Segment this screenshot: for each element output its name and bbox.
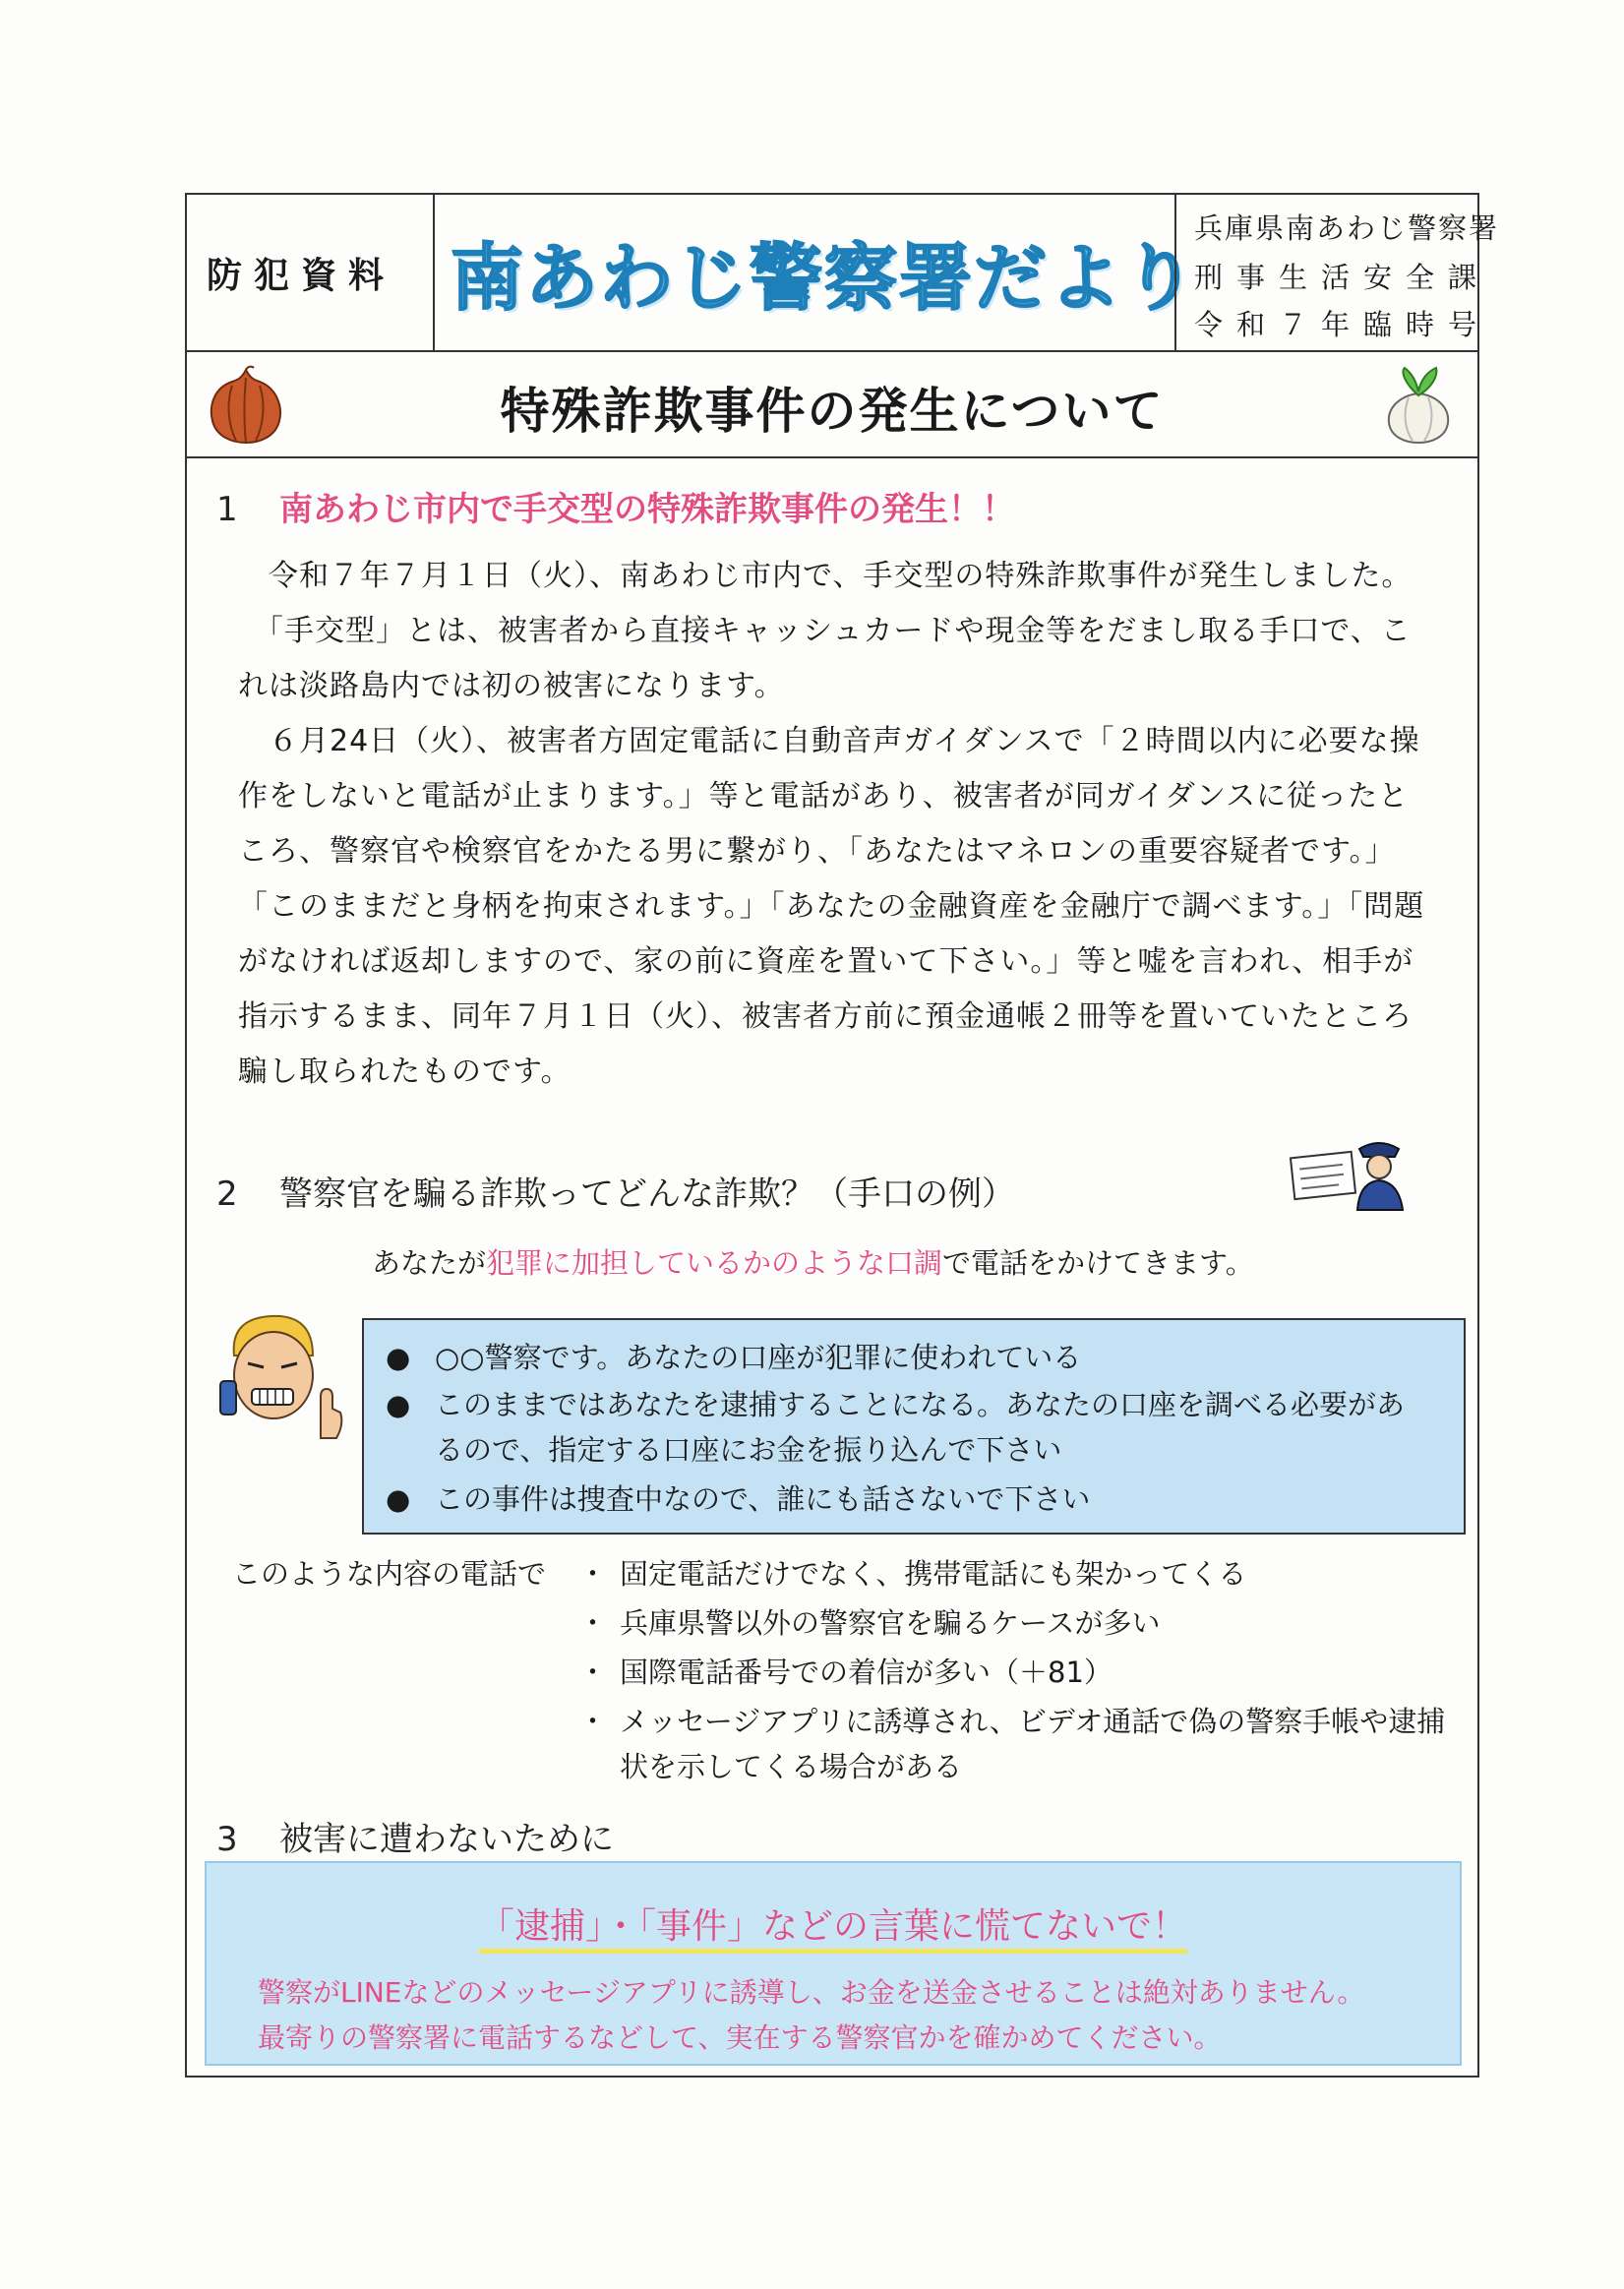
body-line: れは淡路島内では初の被害になります。 — [238, 669, 785, 703]
scam-phrase-text: このままではあなたを逮捕することになる。あなたの口座を調べる必要があ — [435, 1388, 1406, 1421]
section-1-heading — [216, 482, 1015, 530]
note-text: 固定電話だけでなく、携帯電話にも架かってくる — [620, 1557, 1247, 1591]
note-dot: ・ — [578, 1656, 608, 1689]
note-text: メッセージアプリに誘導され、ビデオ通話で偽の警察手帳や逮捕 — [620, 1705, 1446, 1738]
bullet: ● — [386, 1482, 411, 1516]
body-line: ６月24日（火）、被害者方固定電話に自動音声ガイダンスで「２時間以内に必要な操 — [238, 724, 1420, 758]
note-item — [578, 1601, 1161, 1642]
section-3-heading — [216, 1812, 614, 1860]
scam-phrase-box — [362, 1318, 1466, 1535]
body-line: 騙し取られたものです。 — [238, 1054, 571, 1089]
issuer-station: 兵庫県南あわじ警察署 — [1194, 211, 1500, 245]
advice-line: 警察がLINEなどのメッセージアプリに誘導し、お金を送金させることは絶対ありません。 — [258, 1976, 1365, 2009]
issue-number: 令和７年臨時号 — [1194, 308, 1491, 341]
body-line: ころ、警察官や検察官をかたる男に繋がり、「あなたはマネロンの重要容疑者です。」 — [238, 834, 1396, 869]
note-text: 国際電話番号での着信が多い（＋81） — [620, 1656, 1113, 1689]
onion-icon — [1375, 364, 1462, 447]
newsletter-title: 南あわじ警察署だより — [451, 236, 1198, 321]
police-officer-icon — [1289, 1137, 1413, 1212]
notes-lead: このような内容の電話で — [232, 1557, 547, 1591]
section-number: 1 — [216, 490, 238, 529]
advice-box — [205, 1861, 1462, 2066]
section-title: 警察官を騙る詐欺ってどんな詐欺？（手口の例） — [279, 1175, 1015, 1214]
note-item — [578, 1552, 1246, 1593]
headline: 特殊詐欺事件の発生について — [500, 383, 1165, 440]
newsletter-frame — [185, 193, 1500, 2078]
section-title: 被害に遭わないために — [279, 1820, 614, 1859]
body-line: 「このままだと身柄を拘束されます。」「あなたの金融資産を金融庁で調べます。」「問題 — [238, 889, 1425, 924]
lead-highlight: 犯罪に加担しているかのような口調 — [486, 1246, 943, 1280]
body-line: 令和７年７月１日（火）、南あわじ市内で、手交型の特殊詐欺事件が発生しました。 — [238, 559, 1413, 593]
note-dot: ・ — [578, 1557, 608, 1591]
note-text: 兵庫県警以外の警察官を騙るケースが多い — [620, 1606, 1161, 1640]
body-line: 指示するまま、同年７月１日（火）、被害者方前に預金通帳２冊等を置いていたところ — [238, 999, 1413, 1034]
body-line: 「手交型」とは、被害者から直接キャッシュカードや現金等をだまし取る手口で、こ — [238, 614, 1412, 648]
scam-phrase-item — [386, 1383, 1405, 1423]
issuer-department: 刑事生活安全課 — [1194, 261, 1491, 294]
body-line: 作をしないと電話が止まります。」等と電話があり、被害者が同ガイダンスに従ったと — [238, 779, 1410, 813]
scam-phrase-item — [386, 1336, 1081, 1376]
section-2-heading — [216, 1167, 1015, 1215]
bullet: ● — [386, 1388, 411, 1421]
masthead-label-box — [187, 195, 435, 350]
scam-phrase-continuation: るので、指定する口座にお金を振り込んで下さい — [435, 1433, 1062, 1467]
lead-text: で電話をかけてきます。 — [942, 1246, 1254, 1280]
scam-phrase-text: この事件は捜査中なので、誰にも話さないで下さい — [435, 1482, 1091, 1516]
lead-text: あなたが — [372, 1246, 487, 1280]
note-item — [578, 1651, 1113, 1691]
section-2-lead — [372, 1241, 1254, 1282]
section-number: 3 — [216, 1820, 238, 1859]
note-dot: ・ — [578, 1606, 608, 1640]
bullet: ● — [386, 1341, 411, 1374]
document-type-label: 防犯資料 — [207, 256, 396, 296]
caller-man-icon — [211, 1306, 348, 1444]
note-dot: ・ — [578, 1705, 608, 1738]
section-title: 南あわじ市内で手交型の特殊詐欺事件の発生！！ — [279, 490, 1015, 529]
headline-bar — [187, 350, 1477, 458]
body-line: がなければ返却しますので、家の前に資産を置いて下さい。」等と嘘を言われ、相手が — [238, 944, 1414, 979]
scam-phrase-item — [386, 1477, 1090, 1518]
advice-title-text: 「逮捕」・「事件」などの言葉に慌てないで！ — [479, 1906, 1187, 1954]
issuer-box — [1174, 195, 1500, 350]
note-item — [578, 1700, 1445, 1740]
advice-title — [207, 1898, 1460, 1949]
section-1-body — [238, 549, 1458, 1100]
advice-line: 最寄りの警察署に電話するなどして、実在する警察官かを確かめてください。 — [258, 2021, 1222, 2054]
scam-phrase-text: ○○警察です。あなたの口座が犯罪に使われている — [435, 1341, 1082, 1374]
note-continuation: 状を示してくる場合がある — [620, 1750, 963, 1783]
section-number: 2 — [216, 1175, 238, 1214]
masthead — [187, 195, 1500, 352]
